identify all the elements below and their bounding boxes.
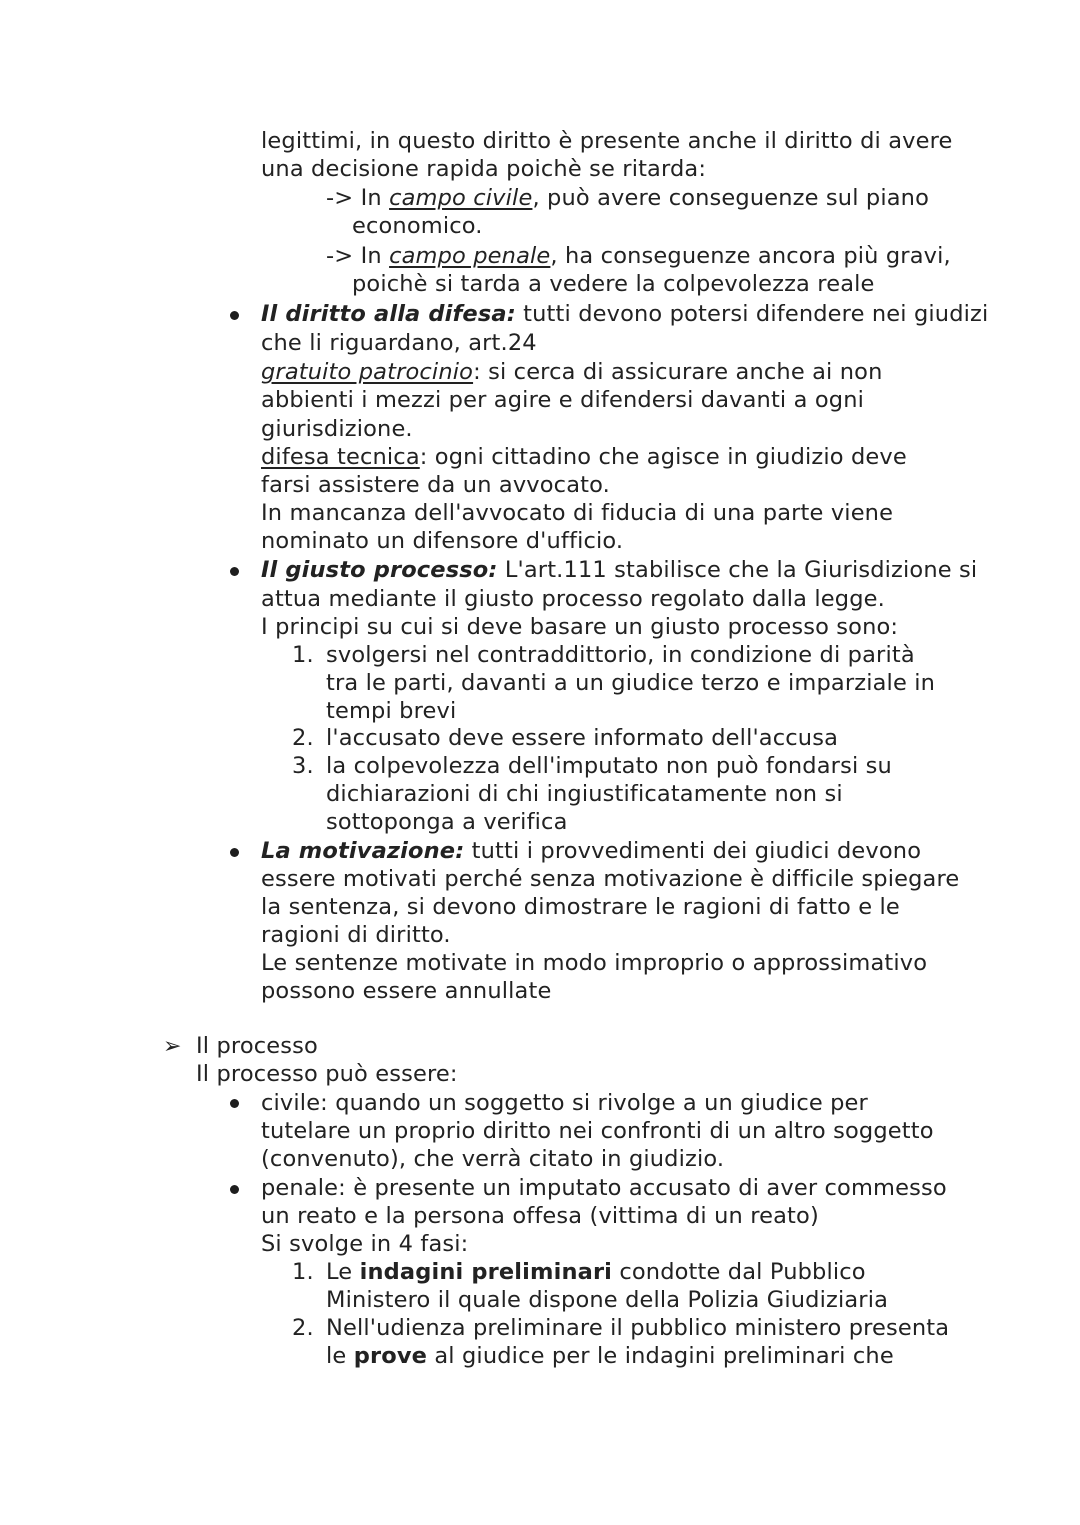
fase2-text: le: [326, 1343, 354, 1369]
list-item-line: svolgersi nel contraddittorio, in condizione di parità: [326, 642, 915, 668]
campo-civile-term: campo civile: [389, 185, 533, 211]
fase1-line: Ministero il quale dispone della Polizia Giudiziaria: [326, 1287, 889, 1313]
motivazione-line: essere motivati perché senza motivazione è difficile spiegare: [261, 866, 960, 892]
list-number: 3.: [292, 753, 314, 779]
motivazione-line: ragioni di diritto.: [261, 922, 451, 948]
motivazione-text: tutti i provvedimenti dei giudici devono: [464, 838, 922, 864]
difesa-title: Il diritto alla difesa:: [261, 301, 516, 327]
tecnica-line: [261, 443, 907, 471]
giusto-heading-line: [261, 556, 977, 584]
fase1-text: condotte dal Pubblico: [612, 1259, 866, 1285]
penale-line: un reato e la persona offesa (vittima di un reato): [261, 1203, 819, 1229]
giusto-line: I principi su cui si deve basare un giusto processo sono:: [261, 614, 899, 640]
list-number: 1.: [292, 642, 314, 668]
arrowhead-icon: ➢: [163, 1034, 182, 1059]
motivazione-title: La motivazione:: [261, 838, 465, 864]
patrocinio-term: gratuito patrocinio: [261, 359, 474, 385]
arrow-prefix: -> In: [326, 185, 390, 211]
list-item-line: la colpevolezza dell'imputato non può fondarsi su: [326, 753, 892, 779]
penale-line: penale: è presente un imputato accusato di aver commesso: [261, 1175, 947, 1201]
motivazione-line: Le sentenze motivate in modo improprio o approssimativo: [261, 950, 928, 976]
motivazione-heading-line: [261, 837, 921, 865]
list-item-line: tempi brevi: [326, 698, 457, 724]
patrocinio-line: [261, 358, 883, 386]
difesa-line: In mancanza dell'avvocato di fiducia di una parte viene: [261, 500, 894, 526]
bullet-icon: [230, 848, 239, 857]
campo-penale-text: , ha conseguenze ancora più gravi,: [550, 243, 951, 269]
giusto-title: Il giusto processo:: [261, 557, 498, 583]
list-number: 1.: [292, 1259, 314, 1285]
tecnica-text: : ogni cittadino che agisce in giudizio deve: [419, 444, 907, 470]
intro-line: legittimi, in questo diritto è presente anche il diritto di avere: [261, 128, 953, 154]
arrow-prefix: -> In: [326, 243, 390, 269]
tecnica-term: difesa tecnica: [261, 444, 420, 470]
list-number: 2.: [292, 1315, 314, 1341]
difesa-line: farsi assistere da un avvocato.: [261, 472, 610, 498]
fase2-line: Nell'udienza preliminare il pubblico ministero presenta: [326, 1315, 950, 1341]
fase1-bold: indagini preliminari: [359, 1259, 613, 1285]
fase2-bold: prove: [353, 1343, 428, 1369]
campo-civile-line: [326, 184, 929, 212]
campo-penale-term: campo penale: [389, 243, 551, 269]
bullet-icon: [230, 311, 239, 320]
fase2-line: [326, 1342, 894, 1370]
list-number: 2.: [292, 725, 314, 751]
list-item-line: sottoponga a verifica: [326, 809, 568, 835]
processo-heading: Il processo: [196, 1033, 318, 1059]
processo-intro: Il processo può essere:: [196, 1061, 458, 1087]
motivazione-line: la sentenza, si devono dimostrare le ragioni di fatto e le: [261, 894, 900, 920]
campo-civile-text: , può avere conseguenze sul piano: [532, 185, 929, 211]
bullet-icon: [230, 1099, 239, 1108]
difesa-line: nominato un difensore d'ufficio.: [261, 528, 624, 554]
intro-line: una decisione rapida poichè se ritarda:: [261, 156, 707, 182]
fase1-text: Le: [326, 1259, 360, 1285]
campo-civile-cont: economico.: [352, 213, 483, 239]
civile-line: (convenuto), che verrà citato in giudizio.: [261, 1146, 725, 1172]
giusto-line: attua mediante il giusto processo regolato dalla legge.: [261, 586, 885, 612]
list-item-line: tra le parti, davanti a un giudice terzo e imparziale in: [326, 670, 936, 696]
campo-penale-line: [326, 242, 951, 270]
difesa-line: che li riguardano, art.24: [261, 330, 537, 356]
difesa-heading-line: [261, 300, 988, 328]
civile-line: civile: quando un soggetto si rivolge a un giudice per: [261, 1090, 868, 1116]
difesa-text: tutti devono potersi difendere nei giudizi: [515, 301, 989, 327]
motivazione-line: possono essere annullate: [261, 978, 552, 1004]
difesa-line: giurisdizione.: [261, 416, 413, 442]
civile-line: tutelare un proprio diritto nei confronti di un altro soggetto: [261, 1118, 934, 1144]
difesa-line: abbienti i mezzi per agire e difendersi davanti a ogni: [261, 387, 865, 413]
fase2-text: al giudice per le indagini preliminari che: [427, 1343, 894, 1369]
campo-penale-cont: poichè si tarda a vedere la colpevolezza reale: [352, 271, 875, 297]
bullet-icon: [230, 567, 239, 576]
penale-line: Si svolge in 4 fasi:: [261, 1231, 469, 1257]
patrocinio-text: : si cerca di assicurare anche ai non: [473, 359, 883, 385]
fase1-line: [326, 1258, 866, 1286]
bullet-icon: [230, 1185, 239, 1194]
list-item-line: l'accusato deve essere informato dell'accusa: [326, 725, 839, 751]
giusto-text: L'art.111 stabilisce che la Giurisdizione si: [497, 557, 978, 583]
list-item-line: dichiarazioni di chi ingiustificatamente non si: [326, 781, 843, 807]
